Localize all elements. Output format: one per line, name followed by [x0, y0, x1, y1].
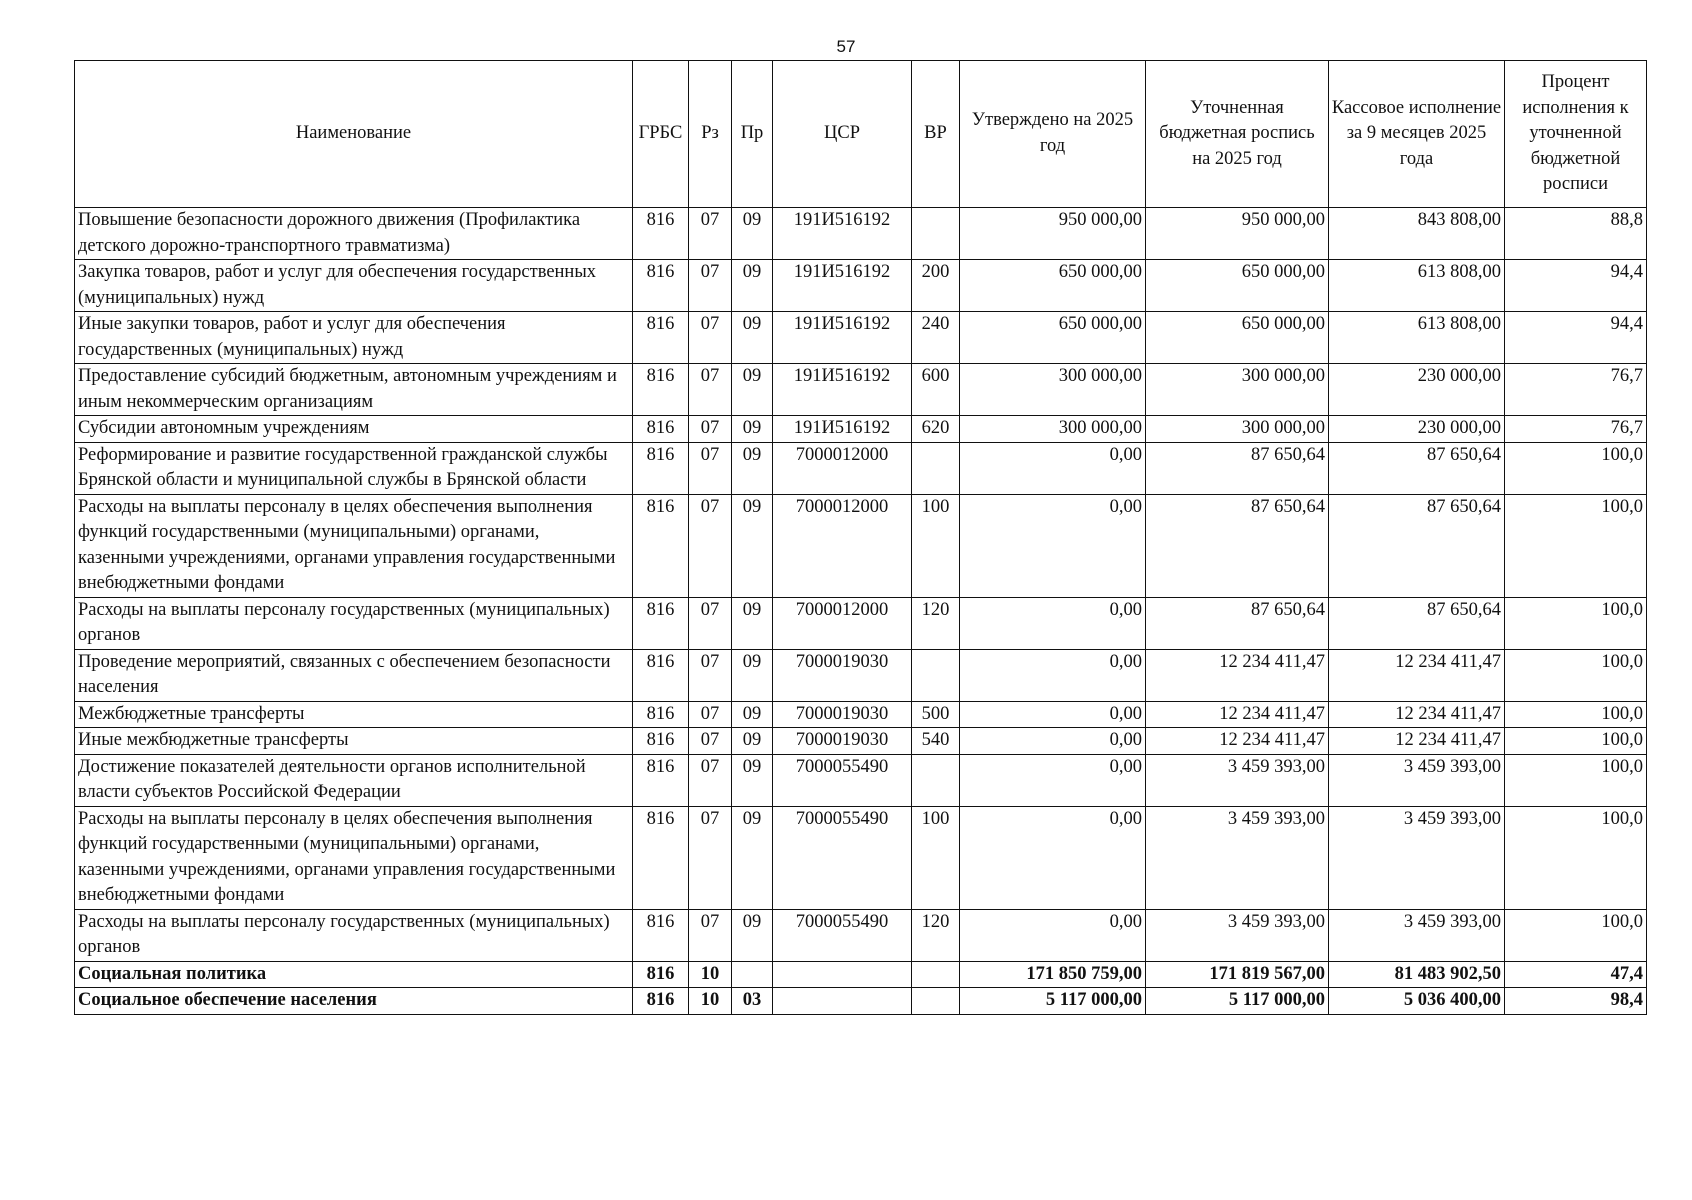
- row-name: Межбюджетные трансферты: [75, 701, 633, 728]
- row-refined: 3 459 393,00: [1146, 909, 1329, 961]
- row-percent: 94,4: [1505, 260, 1647, 312]
- header-rz: Рз: [689, 61, 732, 208]
- row-vr: [912, 961, 960, 988]
- row-executed: 613 808,00: [1329, 260, 1505, 312]
- row-percent: 98,4: [1505, 988, 1647, 1015]
- row-refined: 87 650,64: [1146, 494, 1329, 597]
- table-row: [75, 988, 1647, 1015]
- row-vr: 600: [912, 364, 960, 416]
- table-row: [75, 597, 1647, 649]
- row-pr: 09: [732, 260, 773, 312]
- row-executed: 3 459 393,00: [1329, 909, 1505, 961]
- row-refined: 300 000,00: [1146, 364, 1329, 416]
- row-rz: 07: [689, 806, 732, 909]
- row-percent: 47,4: [1505, 961, 1647, 988]
- row-approved: 171 850 759,00: [960, 961, 1146, 988]
- row-vr: 120: [912, 597, 960, 649]
- row-csr: 7000019030: [773, 728, 912, 755]
- page-number: 57: [836, 37, 856, 56]
- table-row: [75, 364, 1647, 416]
- row-percent: 94,4: [1505, 312, 1647, 364]
- row-csr: 7000055490: [773, 806, 912, 909]
- row-csr: 7000012000: [773, 442, 912, 494]
- row-grbs: 816: [633, 416, 689, 443]
- header-vr: ВР: [912, 61, 960, 208]
- header-executed: Кассовое исполнение за 9 месяцев 2025 года: [1329, 61, 1505, 208]
- row-pr: 09: [732, 442, 773, 494]
- row-pr: 09: [732, 416, 773, 443]
- row-refined: 3 459 393,00: [1146, 806, 1329, 909]
- row-name: Расходы на выплаты персоналу государственных (муниципальных) органов: [75, 597, 633, 649]
- row-refined: 650 000,00: [1146, 260, 1329, 312]
- row-executed: 87 650,64: [1329, 597, 1505, 649]
- row-csr: 7000055490: [773, 909, 912, 961]
- table-row: [75, 416, 1647, 443]
- row-executed: 230 000,00: [1329, 416, 1505, 443]
- row-vr: 100: [912, 494, 960, 597]
- header-pr: Пр: [732, 61, 773, 208]
- row-executed: 230 000,00: [1329, 364, 1505, 416]
- row-percent: 88,8: [1505, 208, 1647, 260]
- row-pr: 03: [732, 988, 773, 1015]
- row-grbs: 816: [633, 909, 689, 961]
- row-rz: 07: [689, 416, 732, 443]
- row-csr: [773, 988, 912, 1015]
- row-pr: 09: [732, 597, 773, 649]
- header-csr: ЦСР: [773, 61, 912, 208]
- row-approved: 950 000,00: [960, 208, 1146, 260]
- row-approved: 0,00: [960, 728, 1146, 755]
- row-refined: 12 234 411,47: [1146, 728, 1329, 755]
- row-vr: [912, 208, 960, 260]
- row-rz: 07: [689, 909, 732, 961]
- row-rz: 07: [689, 649, 732, 701]
- row-grbs: 816: [633, 961, 689, 988]
- row-approved: 5 117 000,00: [960, 988, 1146, 1015]
- row-name: Проведение мероприятий, связанных с обеспечением безопасности населения: [75, 649, 633, 701]
- row-refined: 3 459 393,00: [1146, 754, 1329, 806]
- row-approved: 0,00: [960, 649, 1146, 701]
- row-vr: 500: [912, 701, 960, 728]
- row-approved: 0,00: [960, 442, 1146, 494]
- table-row: [75, 442, 1647, 494]
- row-percent: 100,0: [1505, 701, 1647, 728]
- row-executed: 12 234 411,47: [1329, 701, 1505, 728]
- row-name: Повышение безопасности дорожного движения (Профилактика детского дорожно-транспортного травматизма): [75, 208, 633, 260]
- row-pr: 09: [732, 909, 773, 961]
- row-rz: 07: [689, 494, 732, 597]
- row-csr: 191И516192: [773, 416, 912, 443]
- row-approved: 0,00: [960, 909, 1146, 961]
- row-name: Реформирование и развитие государственной гражданской службы Брянской области и муниципальной службы в Брянской области: [75, 442, 633, 494]
- table-header-row: [75, 61, 1647, 208]
- row-grbs: 816: [633, 208, 689, 260]
- row-rz: 10: [689, 988, 732, 1015]
- table-row: [75, 806, 1647, 909]
- row-name: Расходы на выплаты персоналу в целях обеспечения выполнения функций государственными (муниципальными) органами, казенными учреждениями, органами управления государственными внебюджетными фондами: [75, 494, 633, 597]
- row-pr: 09: [732, 208, 773, 260]
- row-approved: 0,00: [960, 754, 1146, 806]
- header-name: Наименование: [75, 61, 633, 208]
- row-percent: 100,0: [1505, 754, 1647, 806]
- row-approved: 300 000,00: [960, 416, 1146, 443]
- table-row: [75, 312, 1647, 364]
- row-percent: 100,0: [1505, 494, 1647, 597]
- row-name: Достижение показателей деятельности органов исполнительной власти субъектов Российской Федерации: [75, 754, 633, 806]
- row-rz: 07: [689, 364, 732, 416]
- row-percent: 100,0: [1505, 649, 1647, 701]
- table-row: [75, 961, 1647, 988]
- row-csr: 191И516192: [773, 312, 912, 364]
- table-row: [75, 701, 1647, 728]
- row-refined: 12 234 411,47: [1146, 649, 1329, 701]
- row-percent: 100,0: [1505, 909, 1647, 961]
- row-rz: 10: [689, 961, 732, 988]
- row-pr: [732, 961, 773, 988]
- row-refined: 5 117 000,00: [1146, 988, 1329, 1015]
- row-refined: 87 650,64: [1146, 442, 1329, 494]
- row-name: Иные закупки товаров, работ и услуг для обеспечения государственных (муниципальных) нужд: [75, 312, 633, 364]
- row-percent: 100,0: [1505, 597, 1647, 649]
- table-row: [75, 260, 1647, 312]
- table-row: [75, 208, 1647, 260]
- row-executed: 5 036 400,00: [1329, 988, 1505, 1015]
- row-refined: 171 819 567,00: [1146, 961, 1329, 988]
- row-pr: 09: [732, 754, 773, 806]
- row-approved: 650 000,00: [960, 312, 1146, 364]
- row-percent: 76,7: [1505, 416, 1647, 443]
- row-executed: 87 650,64: [1329, 442, 1505, 494]
- row-approved: 0,00: [960, 597, 1146, 649]
- row-name: Закупка товаров, работ и услуг для обеспечения государственных (муниципальных) нужд: [75, 260, 633, 312]
- header-refined: Уточненная бюджетная роспись на 2025 год: [1146, 61, 1329, 208]
- row-executed: 843 808,00: [1329, 208, 1505, 260]
- row-name: Субсидии автономным учреждениям: [75, 416, 633, 443]
- row-approved: 0,00: [960, 701, 1146, 728]
- row-vr: 540: [912, 728, 960, 755]
- row-pr: 09: [732, 364, 773, 416]
- row-grbs: 816: [633, 754, 689, 806]
- table-row: [75, 728, 1647, 755]
- row-vr: 620: [912, 416, 960, 443]
- row-grbs: 816: [633, 494, 689, 597]
- row-executed: 3 459 393,00: [1329, 806, 1505, 909]
- row-vr: 240: [912, 312, 960, 364]
- row-executed: 3 459 393,00: [1329, 754, 1505, 806]
- row-name: Социальное обеспечение населения: [75, 988, 633, 1015]
- table-body: [75, 208, 1647, 1015]
- row-refined: 300 000,00: [1146, 416, 1329, 443]
- row-csr: 7000012000: [773, 597, 912, 649]
- row-executed: 87 650,64: [1329, 494, 1505, 597]
- row-vr: 100: [912, 806, 960, 909]
- table-row: [75, 649, 1647, 701]
- row-rz: 07: [689, 442, 732, 494]
- row-grbs: 816: [633, 442, 689, 494]
- table-row: [75, 909, 1647, 961]
- row-grbs: 816: [633, 728, 689, 755]
- row-percent: 76,7: [1505, 364, 1647, 416]
- row-percent: 100,0: [1505, 806, 1647, 909]
- row-vr: [912, 442, 960, 494]
- row-pr: 09: [732, 494, 773, 597]
- row-rz: 07: [689, 701, 732, 728]
- row-vr: 200: [912, 260, 960, 312]
- row-csr: 191И516192: [773, 364, 912, 416]
- row-rz: 07: [689, 312, 732, 364]
- row-pr: 09: [732, 649, 773, 701]
- row-grbs: 816: [633, 701, 689, 728]
- row-approved: 300 000,00: [960, 364, 1146, 416]
- row-rz: 07: [689, 260, 732, 312]
- row-grbs: 816: [633, 312, 689, 364]
- row-csr: 7000019030: [773, 701, 912, 728]
- row-rz: 07: [689, 208, 732, 260]
- row-csr: 191И516192: [773, 208, 912, 260]
- row-executed: 12 234 411,47: [1329, 728, 1505, 755]
- row-name: Расходы на выплаты персоналу в целях обеспечения выполнения функций государственными (муниципальными) органами, казенными учреждениями, органами управления государственными внебюджетными фондами: [75, 806, 633, 909]
- row-name: Предоставление субсидий бюджетным, автономным учреждениям и иным некоммерческим организациям: [75, 364, 633, 416]
- row-vr: [912, 754, 960, 806]
- row-pr: 09: [732, 701, 773, 728]
- row-percent: 100,0: [1505, 728, 1647, 755]
- row-refined: 87 650,64: [1146, 597, 1329, 649]
- row-pr: 09: [732, 728, 773, 755]
- row-rz: 07: [689, 597, 732, 649]
- row-grbs: 816: [633, 260, 689, 312]
- row-grbs: 816: [633, 597, 689, 649]
- row-csr: 7000019030: [773, 649, 912, 701]
- row-refined: 12 234 411,47: [1146, 701, 1329, 728]
- row-percent: 100,0: [1505, 442, 1647, 494]
- header-percent: Процент исполнения к уточненной бюджетной росписи: [1505, 61, 1647, 208]
- table-row: [75, 494, 1647, 597]
- row-approved: 0,00: [960, 806, 1146, 909]
- row-pr: 09: [732, 806, 773, 909]
- row-csr: 7000012000: [773, 494, 912, 597]
- row-grbs: 816: [633, 988, 689, 1015]
- row-csr: [773, 961, 912, 988]
- row-approved: 650 000,00: [960, 260, 1146, 312]
- row-name: Расходы на выплаты персоналу государственных (муниципальных) органов: [75, 909, 633, 961]
- budget-execution-table: [74, 60, 1647, 1015]
- header-approved: Утверждено на 2025 год: [960, 61, 1146, 208]
- header-grbs: ГРБС: [633, 61, 689, 208]
- row-rz: 07: [689, 728, 732, 755]
- row-vr: [912, 649, 960, 701]
- row-vr: 120: [912, 909, 960, 961]
- row-approved: 0,00: [960, 494, 1146, 597]
- row-rz: 07: [689, 754, 732, 806]
- table-row: [75, 754, 1647, 806]
- row-pr: 09: [732, 312, 773, 364]
- row-grbs: 816: [633, 649, 689, 701]
- row-refined: 950 000,00: [1146, 208, 1329, 260]
- row-name: Иные межбюджетные трансферты: [75, 728, 633, 755]
- row-vr: [912, 988, 960, 1015]
- row-executed: 12 234 411,47: [1329, 649, 1505, 701]
- row-csr: 191И516192: [773, 260, 912, 312]
- row-csr: 7000055490: [773, 754, 912, 806]
- row-grbs: 816: [633, 806, 689, 909]
- row-refined: 650 000,00: [1146, 312, 1329, 364]
- row-executed: 81 483 902,50: [1329, 961, 1505, 988]
- row-grbs: 816: [633, 364, 689, 416]
- row-executed: 613 808,00: [1329, 312, 1505, 364]
- row-name: Социальная политика: [75, 961, 633, 988]
